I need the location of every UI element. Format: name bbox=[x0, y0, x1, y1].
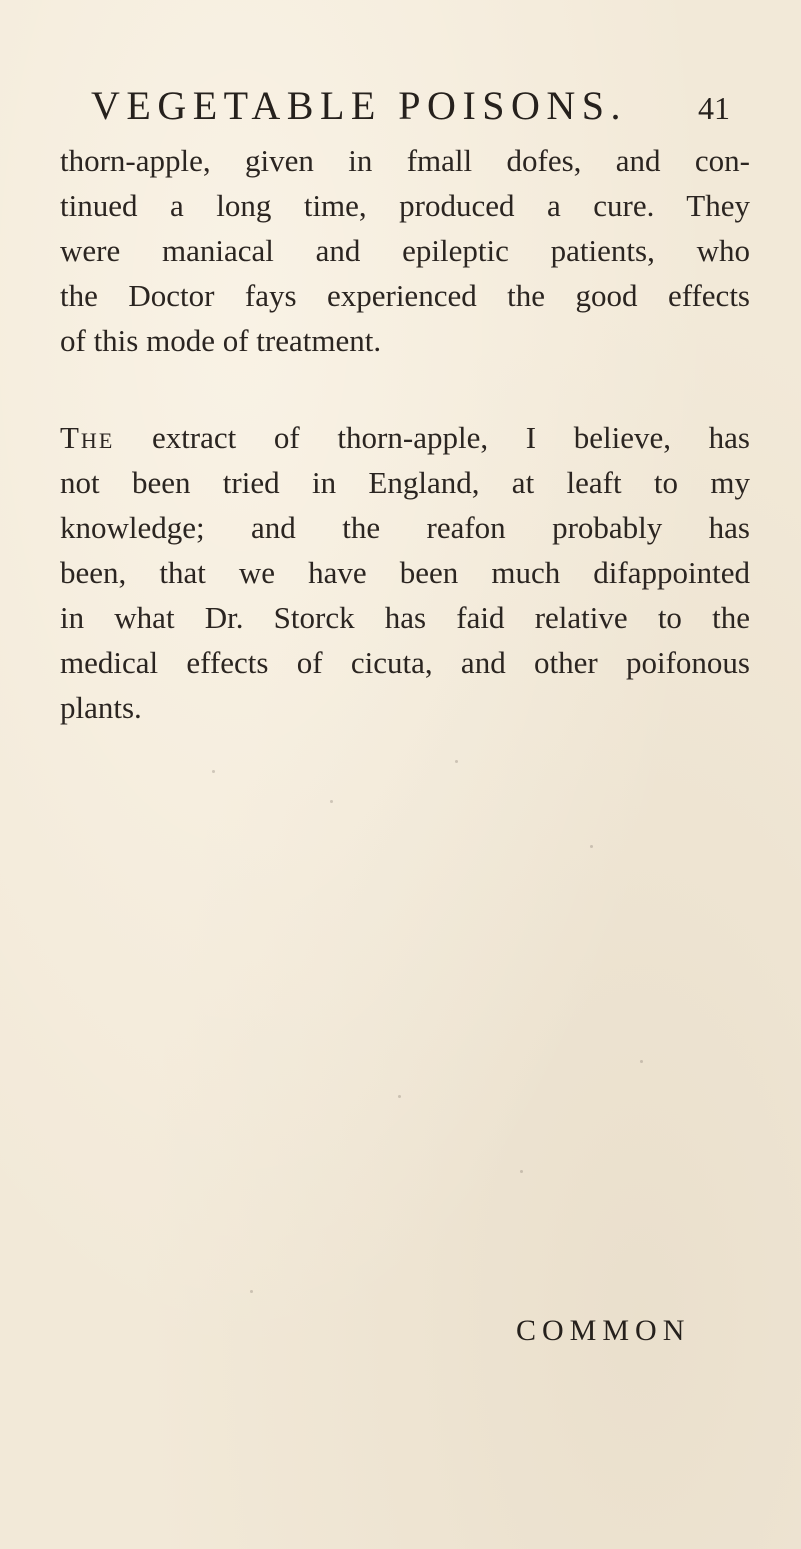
text-line: the Doctor fays experienced the good effects bbox=[60, 278, 750, 313]
paper-speck bbox=[250, 1290, 253, 1293]
text-line: been, that we have been much difappointed bbox=[60, 555, 750, 590]
paragraph bbox=[60, 138, 750, 363]
paper-speck bbox=[520, 1170, 523, 1173]
paper-speck bbox=[590, 845, 593, 848]
text-line: not been tried in England, at leaft to my bbox=[60, 465, 750, 500]
text-line: in what Dr. Storck has faid relative to the bbox=[60, 600, 750, 635]
text-line: medical effects of cicuta, and other poifonous bbox=[60, 645, 750, 680]
body-text bbox=[60, 138, 750, 730]
running-head bbox=[0, 83, 801, 128]
paragraph-lead-word: The bbox=[60, 420, 115, 455]
page-number: 41 bbox=[698, 90, 730, 126]
text-line: plants. bbox=[60, 690, 142, 725]
text-line: of this mode of treatment. bbox=[60, 323, 382, 358]
text-line: thorn-apple, given in fmall dofes, and con- bbox=[60, 143, 750, 178]
text-line: knowledge; and the reafon probably has bbox=[60, 510, 750, 545]
paper-speck bbox=[455, 760, 458, 763]
catchword: COMMON bbox=[516, 1314, 691, 1347]
paper-speck bbox=[212, 770, 215, 773]
paper-speck bbox=[640, 1060, 643, 1063]
running-head-title: VEGETABLE POISONS. bbox=[91, 83, 628, 128]
text-line bbox=[60, 415, 750, 460]
paragraph bbox=[60, 415, 750, 730]
paper-speck bbox=[330, 800, 333, 803]
paper-speck bbox=[398, 1095, 401, 1098]
text-line: were maniacal and epileptic patients, who bbox=[60, 233, 750, 268]
text-line-rest: extract of thorn-apple, I believe, has bbox=[114, 420, 750, 455]
text-line: tinued a long time, produced a cure. They bbox=[60, 188, 750, 223]
